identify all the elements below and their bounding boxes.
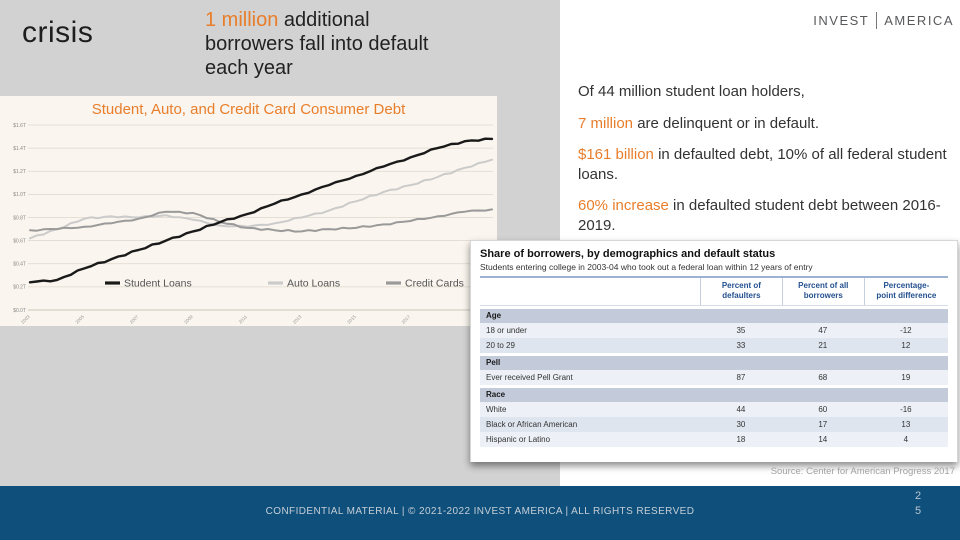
fact-3: $161 billion in defaulted debt, 10% of all federal student loans.: [578, 146, 947, 183]
table-cell: 18: [736, 435, 746, 444]
page-number: 25: [915, 490, 922, 517]
svg-text:$1.2T: $1.2T: [13, 169, 26, 176]
svg-text:$0.0T: $0.0T: [13, 307, 26, 314]
fact-4: 60% increase in defaulted student debt between 2016-2019.: [578, 197, 941, 234]
table-cell: 30: [736, 420, 746, 429]
table-cell: 12: [901, 341, 911, 350]
table-cell: -16: [900, 405, 912, 414]
slide-heading: [205, 8, 465, 80]
table-cell: 47: [818, 326, 828, 335]
table-cell: 19: [901, 373, 911, 382]
svg-text:2015: 2015: [346, 314, 357, 325]
table-cell: 44: [736, 405, 746, 414]
table-cell: 14: [818, 435, 828, 444]
table-row: [480, 370, 948, 385]
svg-text:$1.4T: $1.4T: [13, 145, 26, 152]
table-cell: 60: [818, 405, 828, 414]
consumer-debt-chart-panel: [0, 96, 497, 326]
table-cell: 87: [736, 373, 746, 382]
table-header-all-borrowers: Percent of all borrowers: [782, 278, 864, 305]
svg-text:$0.6T: $0.6T: [13, 238, 26, 245]
facts-list: [578, 82, 950, 247]
logo-invest: INVEST: [813, 13, 870, 28]
table-header-row: [480, 276, 948, 306]
table-cell: 18 or under: [486, 326, 527, 335]
table-row: [480, 402, 948, 417]
svg-text:Student Loans: Student Loans: [124, 277, 192, 290]
table-cell: Hispanic or Latino: [486, 435, 551, 444]
table-header-defaulters: Percent of defaulters: [700, 278, 782, 305]
table-subtitle: Students entering college in 2003-04 who took out a federal loan within 12 years of entry: [480, 262, 813, 272]
table-row: [480, 338, 948, 353]
table-cell: Black or African American: [486, 420, 578, 429]
table-cell: 33: [736, 341, 746, 350]
table-row: [480, 432, 948, 447]
heading-rest: additional: [278, 9, 370, 31]
section-band: Age: [480, 309, 948, 323]
svg-text:$0.4T: $0.4T: [13, 261, 26, 268]
table-header-difference: Percentage-point difference: [864, 278, 948, 305]
table-cell: Ever received Pell Grant: [486, 373, 573, 382]
footer-bar: [0, 486, 960, 540]
demographics-table-panel: [470, 240, 958, 462]
section-band: Pell: [480, 356, 948, 370]
svg-text:$1.6T: $1.6T: [13, 122, 26, 129]
svg-text:2009: 2009: [183, 314, 194, 325]
svg-text:$0.8T: $0.8T: [13, 215, 26, 222]
section-band: Race: [480, 388, 948, 402]
table-title: Share of borrowers, by demographics and default status: [480, 248, 776, 260]
fact-2: 7 million are delinquent or in default.: [578, 114, 819, 132]
slide-title: crisis: [22, 16, 94, 49]
table-cell: 35: [736, 326, 746, 335]
fact-1: Of 44 million student loan holders,: [578, 83, 805, 100]
svg-text:Credit Cards: Credit Cards: [405, 277, 464, 290]
svg-text:2007: 2007: [128, 314, 140, 325]
svg-text:$1.0T: $1.0T: [13, 192, 26, 199]
table-cell: 68: [818, 373, 828, 382]
svg-text:2005: 2005: [74, 314, 86, 325]
footer-text: CONFIDENTIAL MATERIAL | © 2021-2022 INVEST AMERICA | ALL RIGHTS RESERVED: [265, 506, 695, 517]
table-header-blank: [480, 278, 700, 305]
table-cell: 13: [901, 420, 911, 429]
chart-title: Student, Auto, and Credit Card Consumer Debt: [91, 101, 406, 118]
table-row: [480, 417, 948, 432]
heading-line2: borrowers fall into default: [205, 33, 429, 55]
debt-line-chart: [0, 96, 497, 326]
heading-highlight: 1 million: [205, 9, 279, 31]
table-cell: White: [486, 405, 507, 414]
svg-text:2013: 2013: [291, 314, 303, 325]
svg-text:2017: 2017: [400, 314, 412, 325]
table-cell: 21: [818, 341, 828, 350]
table-cell: -12: [900, 326, 912, 335]
table-cell: 17: [818, 420, 828, 429]
invest-america-logo: [813, 12, 954, 29]
heading-line3: each year: [205, 57, 293, 79]
logo-america: AMERICA: [884, 13, 954, 28]
table-row: [480, 323, 948, 338]
table-body: [480, 309, 948, 447]
svg-text:2003: 2003: [20, 314, 31, 325]
svg-text:Auto Loans: Auto Loans: [287, 277, 341, 290]
table-source: Source: Center for American Progress 2017: [770, 466, 955, 477]
svg-text:$0.2T: $0.2T: [13, 284, 26, 291]
table-cell: 20 to 29: [486, 341, 515, 350]
logo-divider: [876, 12, 877, 29]
table-cell: 4: [903, 435, 909, 444]
svg-text:2011: 2011: [237, 314, 249, 325]
